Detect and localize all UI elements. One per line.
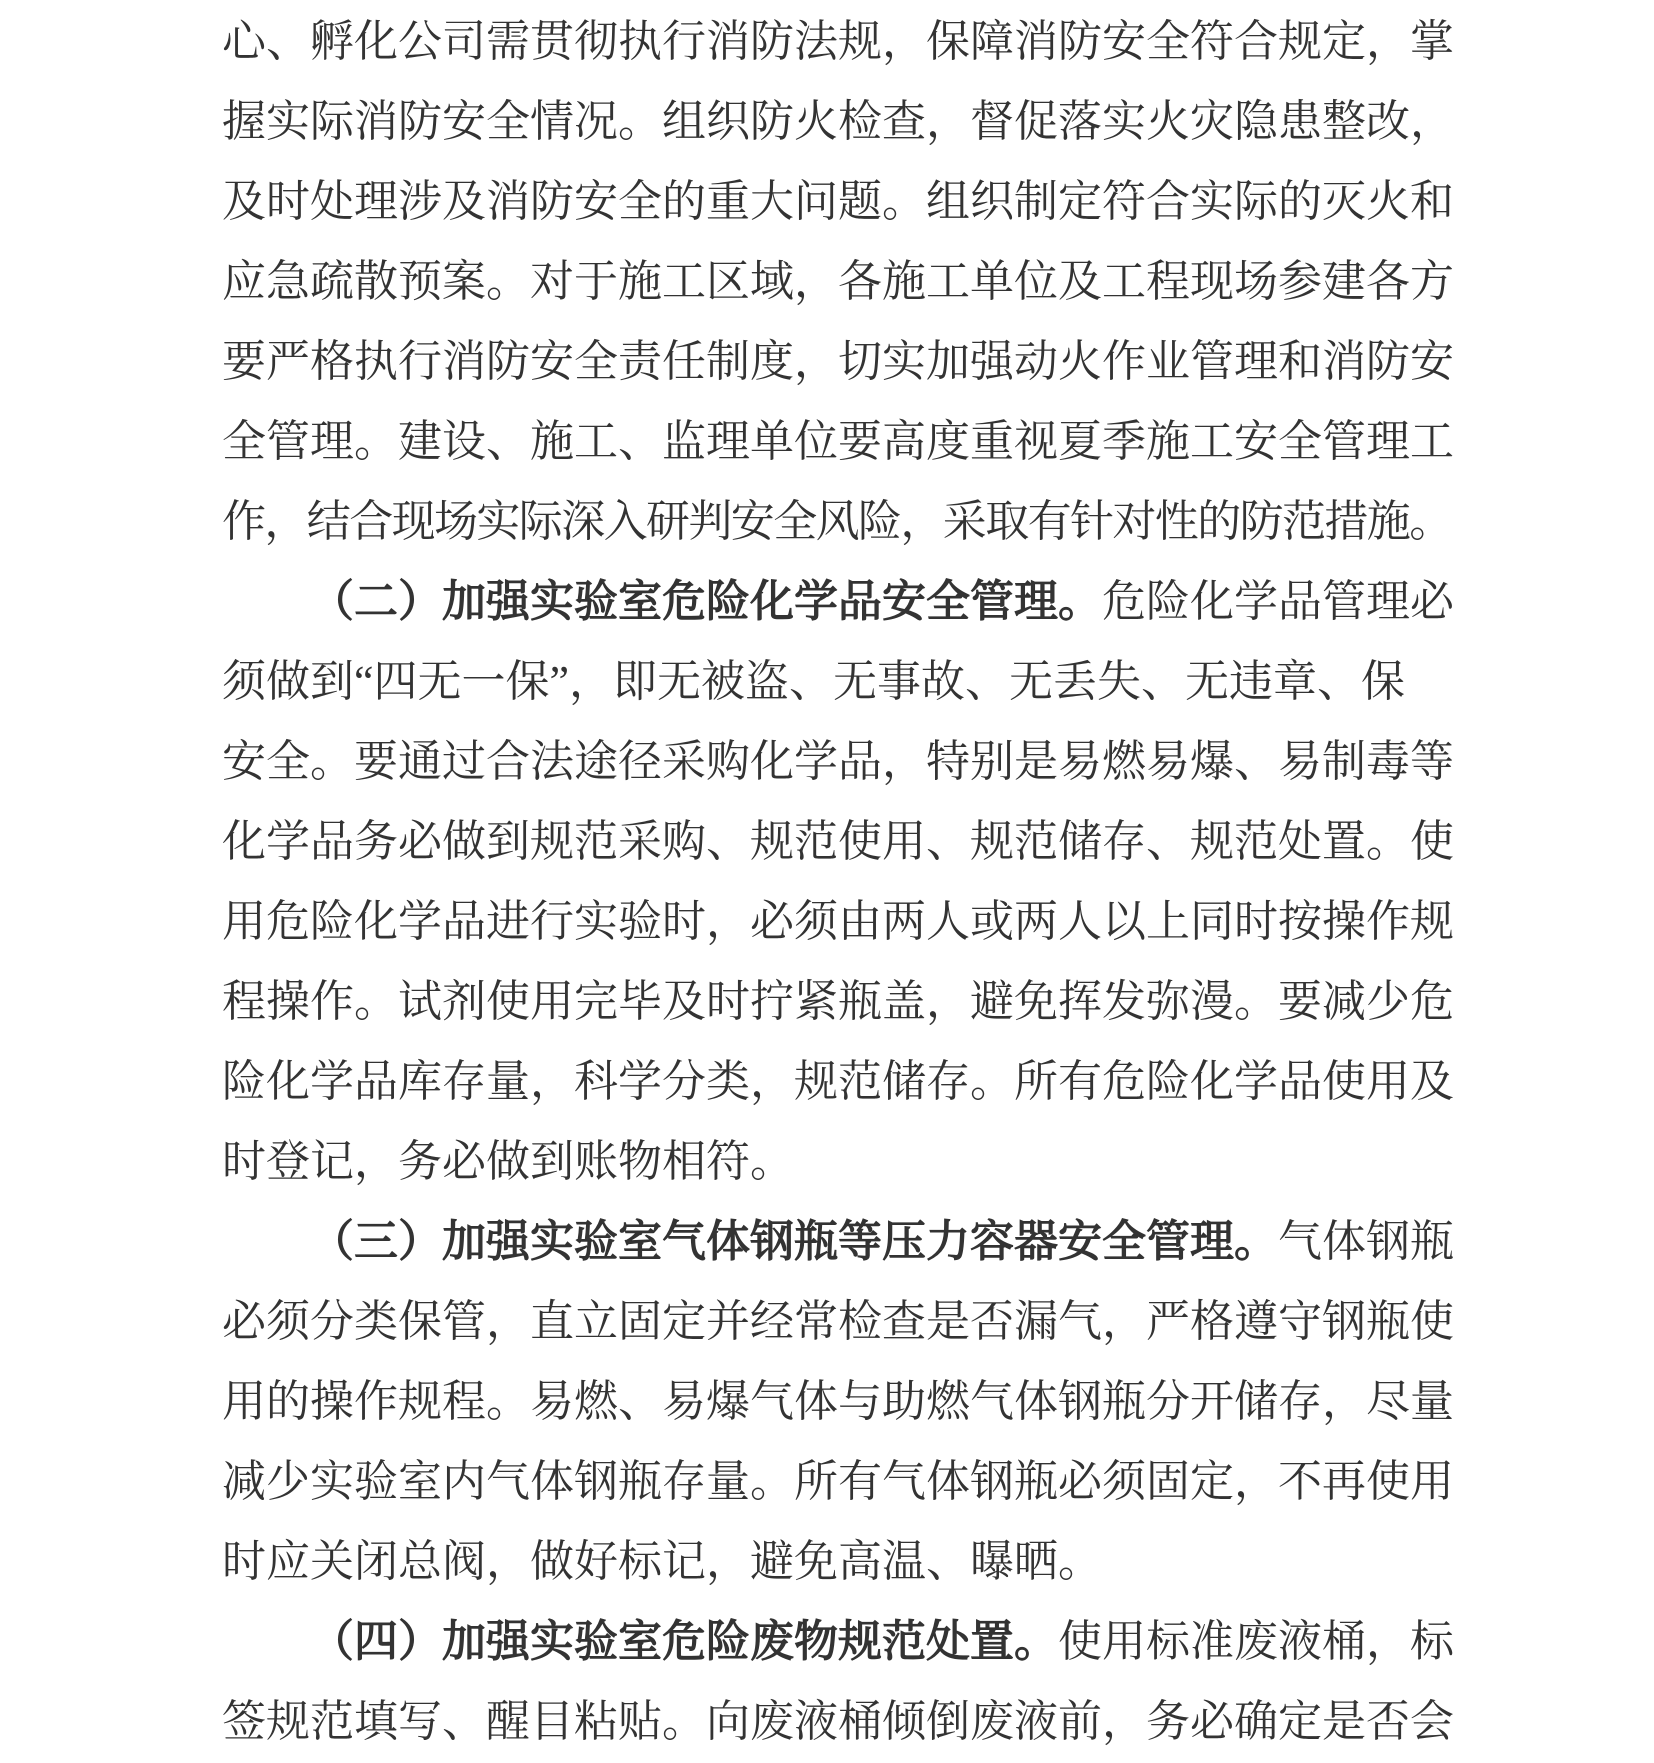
line-text: 须做到“四无一保”，即无被盗、无事故、无丢失、无违章、保 [222, 657, 1406, 706]
line-text: 气体钢瓶 [1278, 1217, 1454, 1266]
line-text: 用的操作规程。易燃、易爆气体与助燃气体钢瓶分开储存，尽量 [222, 1377, 1454, 1426]
text-line [222, 1362, 1458, 1442]
text-line [222, 322, 1458, 402]
text-line [222, 1522, 1458, 1602]
text-line [222, 1442, 1458, 1522]
line-text: 安全。要通过合法途径采购化学品，特别是易燃易爆、易制毒等 [222, 737, 1454, 786]
line-text: 签规范填写、醒目粘贴。向废液桶倾倒废液前，务必确定是否会 [222, 1697, 1454, 1746]
text-line [222, 642, 1458, 722]
text-line [222, 1122, 1458, 1202]
line-text: 握实际消防安全情况。组织防火检查，督促落实火灾隐患整改， [222, 97, 1454, 146]
text-line [222, 722, 1458, 802]
line-text: 作，结合现场实际深入研判安全风险，采取有针对性的防范措施。 [222, 497, 1452, 546]
section-heading-bold: （四）加强实验室危险废物规范处置。 [310, 1617, 1058, 1666]
text-line [222, 802, 1458, 882]
text-line [222, 1682, 1458, 1762]
line-text: 化学品务必做到规范采购、规范使用、规范储存、规范处置。使 [222, 817, 1454, 866]
section-heading-line [222, 562, 1458, 642]
text-line [222, 962, 1458, 1042]
line-text: 危险化学品管理必 [1102, 577, 1454, 626]
section-heading-line [222, 1202, 1458, 1282]
line-text: 要严格执行消防安全责任制度，切实加强动火作业管理和消防安 [222, 337, 1454, 386]
document-text-block [222, 0, 1458, 1762]
line-text: 险化学品库存量，科学分类，规范储存。所有危险化学品使用及 [222, 1057, 1454, 1106]
line-text: 心、孵化公司需贯彻执行消防法规，保障消防安全符合规定，掌 [222, 17, 1454, 66]
text-line [222, 482, 1458, 562]
line-text: 程操作。试剂使用完毕及时拧紧瓶盖，避免挥发弥漫。要减少危 [222, 977, 1454, 1026]
line-text: 及时处理涉及消防安全的重大问题。组织制定符合实际的灭火和 [222, 177, 1454, 226]
line-text: 全管理。建设、施工、监理单位要高度重视夏季施工安全管理工 [222, 417, 1454, 466]
text-line [222, 2, 1458, 82]
text-line [222, 402, 1458, 482]
line-text: 时应关闭总阀，做好标记，避免高温、曝晒。 [222, 1537, 1102, 1586]
text-line [222, 1282, 1458, 1362]
line-text: 必须分类保管，直立固定并经常检查是否漏气，严格遵守钢瓶使 [222, 1297, 1454, 1346]
line-text: 时登记，务必做到账物相符。 [222, 1137, 794, 1186]
section-heading-bold: （二）加强实验室危险化学品安全管理。 [310, 577, 1102, 626]
line-text: 减少实验室内气体钢瓶存量。所有气体钢瓶必须固定，不再使用 [222, 1457, 1454, 1506]
section-heading-line [222, 1602, 1458, 1682]
text-line [222, 1042, 1458, 1122]
line-text: 使用标准废液桶，标 [1058, 1617, 1454, 1666]
text-line [222, 242, 1458, 322]
section-heading-bold: （三）加强实验室气体钢瓶等压力容器安全管理。 [310, 1217, 1278, 1266]
text-line [222, 882, 1458, 962]
line-text: 应急疏散预案。对于施工区域，各施工单位及工程现场参建各方 [222, 257, 1454, 306]
text-line [222, 162, 1458, 242]
text-line [222, 82, 1458, 162]
line-text: 用危险化学品进行实验时，必须由两人或两人以上同时按操作规 [222, 897, 1454, 946]
